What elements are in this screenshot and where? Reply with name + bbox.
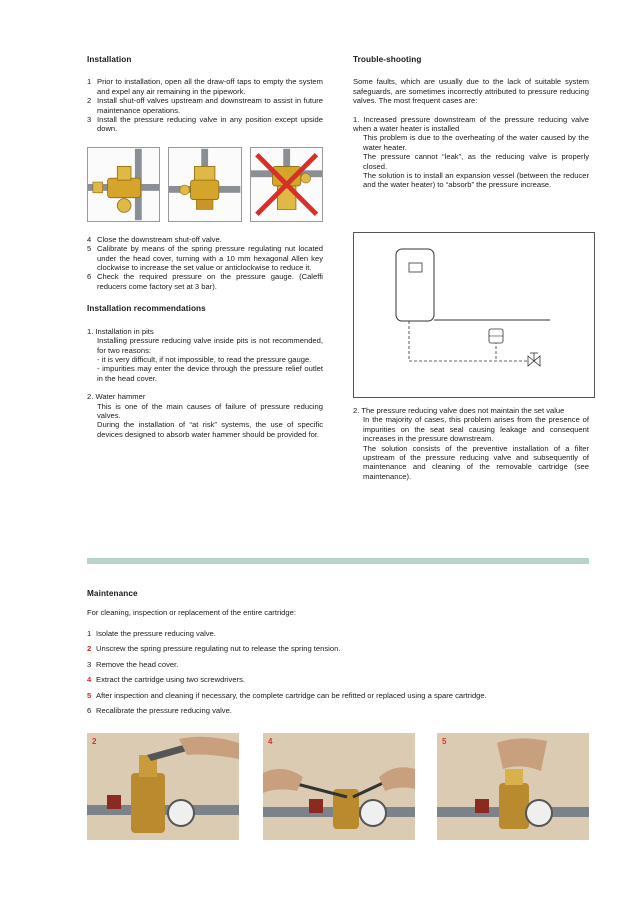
list-item: 3 Install the pressure reducing valve in any position except upside down.: [87, 115, 323, 134]
rec-item1-sub1: - it is very difficult, if not impossible, to read the pressure gauge.: [97, 354, 312, 364]
rec-item1-text: Installing pressure reducing valve inside pits is not recommended, for two reasons:: [97, 336, 323, 355]
maintenance-step: 3 Remove the head cover.: [87, 659, 179, 669]
list-item: 6 Check the required pressure on the pressure gauge. (Caleffi reducers come factory set at 3 bar).: [87, 272, 323, 291]
installation-steps-a: [87, 77, 323, 133]
water-heater-diagram: [353, 232, 595, 398]
rec-item1-sub2: - impurities may enter the device through the pressure relief outlet in the head cover.: [97, 364, 323, 383]
case1-title: 1. Increased pressure downstream of the pressure reducing valve when a water heater is installed: [353, 114, 589, 134]
installation-figures: [87, 147, 323, 222]
maintenance-step: 2 Unscrew the spring pressure regulating nut to release the spring tension.: [87, 644, 341, 654]
troubleshooting-intro: Some faults, which are usually due to the lack of suitable system safeguards, are sometimes incorrectly attributed to pressure reducing valves. The most frequent cases are:: [353, 77, 589, 106]
list-item: 4 Close the downstream shut-off valve.: [87, 234, 222, 244]
valve-horizontal-figure: [87, 147, 160, 222]
maintenance-intro: For cleaning, inspection or replacement of the entire cartridge:: [87, 608, 296, 618]
installation-title: Installation: [87, 55, 132, 64]
valve-upside-down-wrong-figure: [250, 147, 323, 222]
case1-p1: This problem is due to the overheating of the water caused by the water heater.: [363, 133, 589, 152]
list-item: 2 Install shut-off valves upstream and downstream to assist in future maintenance operations.: [87, 96, 323, 115]
rec-item1-title: 1. Installation in pits: [87, 326, 154, 336]
photo-step-5: [437, 733, 589, 840]
list-item: 1 Prior to installation, open all the draw-off taps to empty the system and expel any air remaining in the pipework.: [87, 77, 323, 96]
right-column: [353, 55, 589, 190]
rec-item2-text1: This is one of the main causes of failure of pressure reducing valves.: [97, 401, 323, 420]
installation-steps-b: [87, 235, 323, 291]
section-divider: [87, 558, 589, 564]
case1-p3: The solution is to install an expansion vessel (between the reducer and the water heater) to “absorb” the pressure increase.: [363, 171, 589, 190]
recommendations-title: Installation recommendations: [87, 304, 206, 314]
troubleshooting-title: Trouble-shooting: [353, 55, 422, 64]
rec-item2-text2: During the installation of “at risk” systems, the use of specific devices designed to absorb water hammer should be provided for.: [97, 420, 323, 439]
maintenance-step: 6 Recalibrate the pressure reducing valve.: [87, 706, 232, 716]
case1-p2: The pressure cannot “leak”, as the reducing valve is properly closed.: [363, 152, 589, 171]
photo-step-4: [263, 733, 415, 840]
photo-number: 4: [268, 737, 273, 746]
valve-vertical-figure: [168, 147, 241, 222]
case2-block: [353, 406, 589, 481]
photo-number: 5: [442, 737, 447, 746]
left-column: [87, 55, 323, 439]
maintenance-step: 1 Isolate the pressure reducing valve.: [87, 628, 216, 638]
maintenance-section: [87, 589, 592, 722]
case2-title: 2. The pressure reducing valve does not maintain the set value: [353, 406, 565, 415]
case2-p2: The solution consists of the preventive installation of a filter upstream of the pressure reducing valve and subsequently of maintenance and cleaning of the removable cartridge (see maintenance).: [363, 443, 589, 481]
photo-number: 2: [92, 737, 97, 746]
rec-item2-title: 2. Water hammer: [87, 392, 146, 402]
maintenance-title: Maintenance: [87, 589, 138, 598]
maintenance-step: 4 Extract the cartridge using two screwdrivers.: [87, 675, 245, 685]
photo-step-2: [87, 733, 239, 840]
maintenance-photos: [87, 733, 592, 841]
case2-p1: In the majority of cases, this problem arises from the presence of impurities on the seat seal causing leakage and consequent increases in the pressure downstream.: [363, 415, 589, 444]
list-item: 5 Calibrate by means of the spring pressure regulating nut located under the head cover, turning with a 10 mm hexagonal Allen key clockwise to increase the set value or anticlockwise to reduce it.: [87, 244, 323, 273]
maintenance-step: 5 After inspection and cleaning if necessary, the complete cartridge can be refitted or replaced using a spare cartridge.: [87, 690, 487, 700]
